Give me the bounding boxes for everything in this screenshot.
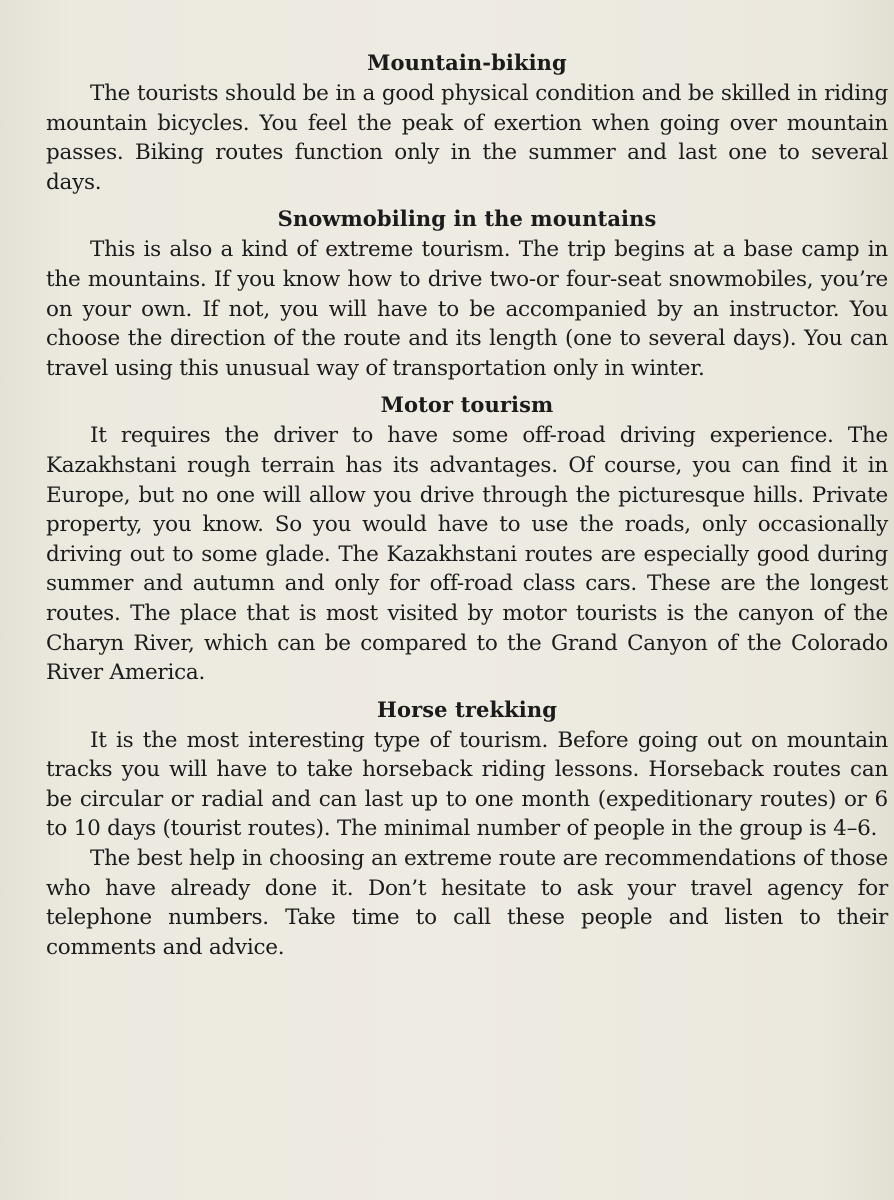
paragraph-snowmobiling: This is also a kind of extreme tourism. The trip begins at a base camp in the mountains. If you know how to drive two-or four-seat snowmobiles, you’re on your own. If not, you will have to be accompanied by an instructor. You choose the direction of the route and its length (one to several days). You can travel using this unusual way of transportation only in winter. xyxy=(46,237,888,381)
paragraph-advice: The best help in choosing an extreme route are recommendations of those who have already done it. Don’t hesitate to ask your travel agency for telephone numbers. Take time to call these people and listen to their comments and advice. xyxy=(46,846,888,960)
section-title-horse-trekking: Horse trekking xyxy=(377,696,557,722)
section-title-mountain-biking: Mountain-biking xyxy=(367,50,567,75)
paragraph-motor-tourism: It requires the driver to have some off-road driving experience. The Kazakhstani rough terrain has its advantages. Of course, you can find it in Europe, but no one will allow you drive through the picturesque hills. Private property, you know. So you would have to use the roads, only occasionally driving out to some glade. The Kazakhstani routes are especially good during summer and autumn and only for off-road class cars. These are the longest routes. The place that is most visited by motor tourists is the canyon of the Charyn River, which can be compared to the Grand Canyon of the Colorado River America. xyxy=(46,423,888,686)
paragraph-mountain-biking: The tourists should be in a good physical condition and be skilled in riding mountain bicycles. You feel the peak of exertion when going over mountain passes. Biking routes function only in the summer and last one to several days. xyxy=(46,81,888,195)
section-title-snowmobiling: Snowmobiling in the mountains xyxy=(277,206,657,232)
page-content xyxy=(46,50,888,962)
section-title-motor-tourism: Motor tourism xyxy=(380,392,554,418)
paragraph-horse-trekking: It is the most interesting type of tourism. Before going out on mountain tracks you will have to take horseback riding lessons. Horseback routes can be circular or radial and can last up to one month (expeditionary routes) or 6 to 10 days (tourist routes). The minimal number of people in the group is 4–6. xyxy=(46,727,888,842)
